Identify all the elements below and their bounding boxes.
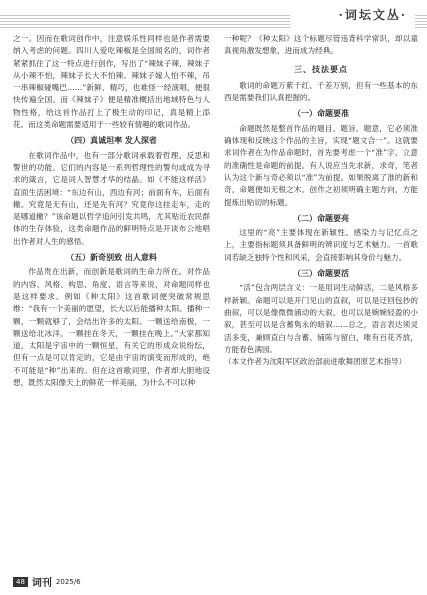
paragraph: 作品贵在出新，而创新是歌词的生命力所在。对作品的内容、风格、构思、角度、语言等来说，对命题同样也是这样要求。例如《种太阳》这首歌词便突破常规思维：“我有一个美丽的愿望，长大以后能播种太阳。播种一颗，一颗就够了，会结出许多的太阳。一颗送给南极，一颗送给北冰洋。一颗挂在冬天，一颗挂在晚上。”大家都知道，太阳是宇宙中的一颗恒星，有关它的形成众说纷纭，但有一点是可以肯定的，它是由宇宙的演变而形成的，绝不可能是“种”出来的。但在这首歌词里，作者却大胆地设想，既然太阳像天上的鲜花一样美丽，为什么不可以种 [13,267,210,388]
section-heading: 三、技法要点 [294,63,348,74]
subsection-heading: （四）真诚坦率 发人深省 [66,135,157,146]
issue-date: 2025/6 [55,577,81,586]
magazine-logo: 词刊 [31,578,52,589]
author-note: （本文作者为沈阳军区政治部前进歌舞团原艺术指导） [224,357,407,367]
page-number: 48 [13,577,28,587]
paragraph: 在歌词作品中，也有一部分歌词承载着哲理、反思和警世的功能。它们的内容是一系列哲理性的警句或成为寻求的箴言，它是词人智慧才华的结晶。如《不能这样活》直面生活困境：“东边有山，西边有河；前面有车，后面有辙。究竟是无有山，还是先有河？究竟你这挂走车，走的是哪道辙？”该命题以哲学追问引发共鸣，尤其贴近农民群体的生存体验，这类命题作品的鲜明特点是开谈布公地唱出作者对人生的感悟。 [13,150,210,246]
right-column [224,33,418,368]
subsection-heading: （一）命题要准 [293,108,349,119]
paragraph: “活”包含两层含义：一是用词生动鲜活，二是风格多样新颖。命题可以是开门见山的直叙，可以是迂回包抄的曲叙，可以是像微微涌动的大叙，也可以是婉婉轻盈的小叙，甚至可以是含蓄隽永的暗叙……总之，语言表达须灵活多变，兼顾直白与含蓄、铺陈与留白，唯有百花齐放，方能春色满园。 [224,283,418,354]
paragraph: 这里的“亮”主要体现在新颖性、感染力与记忆点之上，主要指标题须具备鲜明的辨识度与艺术魅力。一首歌词若缺乏独特个性和风采，会直接影响其身价与魅力。 [224,228,418,262]
paragraph: 命题既然是整首作品的题目、题旨、题意，它必须准确体现和反映这个作品的主旨，实现“题文合一”。这就要求词作者在为作品命题时，首先要考虑一个“准”字，立意的准确性是命题的前提。有人说应当先求新，求奇，笔者认为这个新与奇必须以“准”为前提。如果脱离了准的新和奇，命题便如无根之木。创作之初须明确主题方向，方能提炼出贴切的标题。 [224,123,418,207]
subsection-heading: （三）命题要活 [293,268,349,279]
header-band [0,14,290,28]
paragraph: 歌词的命题万紫千红、千差万别，但有一些基本的东西是需要我们认真把握的。 [224,80,418,103]
column-brand: ·词坛文丛· [338,8,407,22]
left-column [13,33,210,389]
paragraph: 一种呢？《种太阳》这个标题尽管违背科学常识，却以童真视角激发想象，进而成为经典。 [224,34,418,56]
subsection-heading: （五）新奇别致 出人意料 [66,252,157,263]
header-band-right [415,14,427,28]
page-footer [13,574,81,589]
paragraph: 之一。因而在歌词创作中，注意娱乐性同样也是作者需要纳入考虑的问题。四川人爱吃辣椒是全国闻名的，词作者紧紧抓住了这一特点进行创作，写出了“辣妹子辣，辣妹子从小辣不怕，辣妹子长大不怕辣。辣妹子嫁人怕不辣，吊一串辣椒碰嘴巴……”新鲜、精巧，也难怪一经演唱，便很快传遍全国。而《辣妹子》便是精准概括出地域特色与人物性格，给这首作品打上了极生动的印记，真是精上添花。而这类命题需要适用于一些较有情趣的歌词作品。 [13,34,210,130]
subsection-heading: （二）命题要亮 [293,212,349,223]
